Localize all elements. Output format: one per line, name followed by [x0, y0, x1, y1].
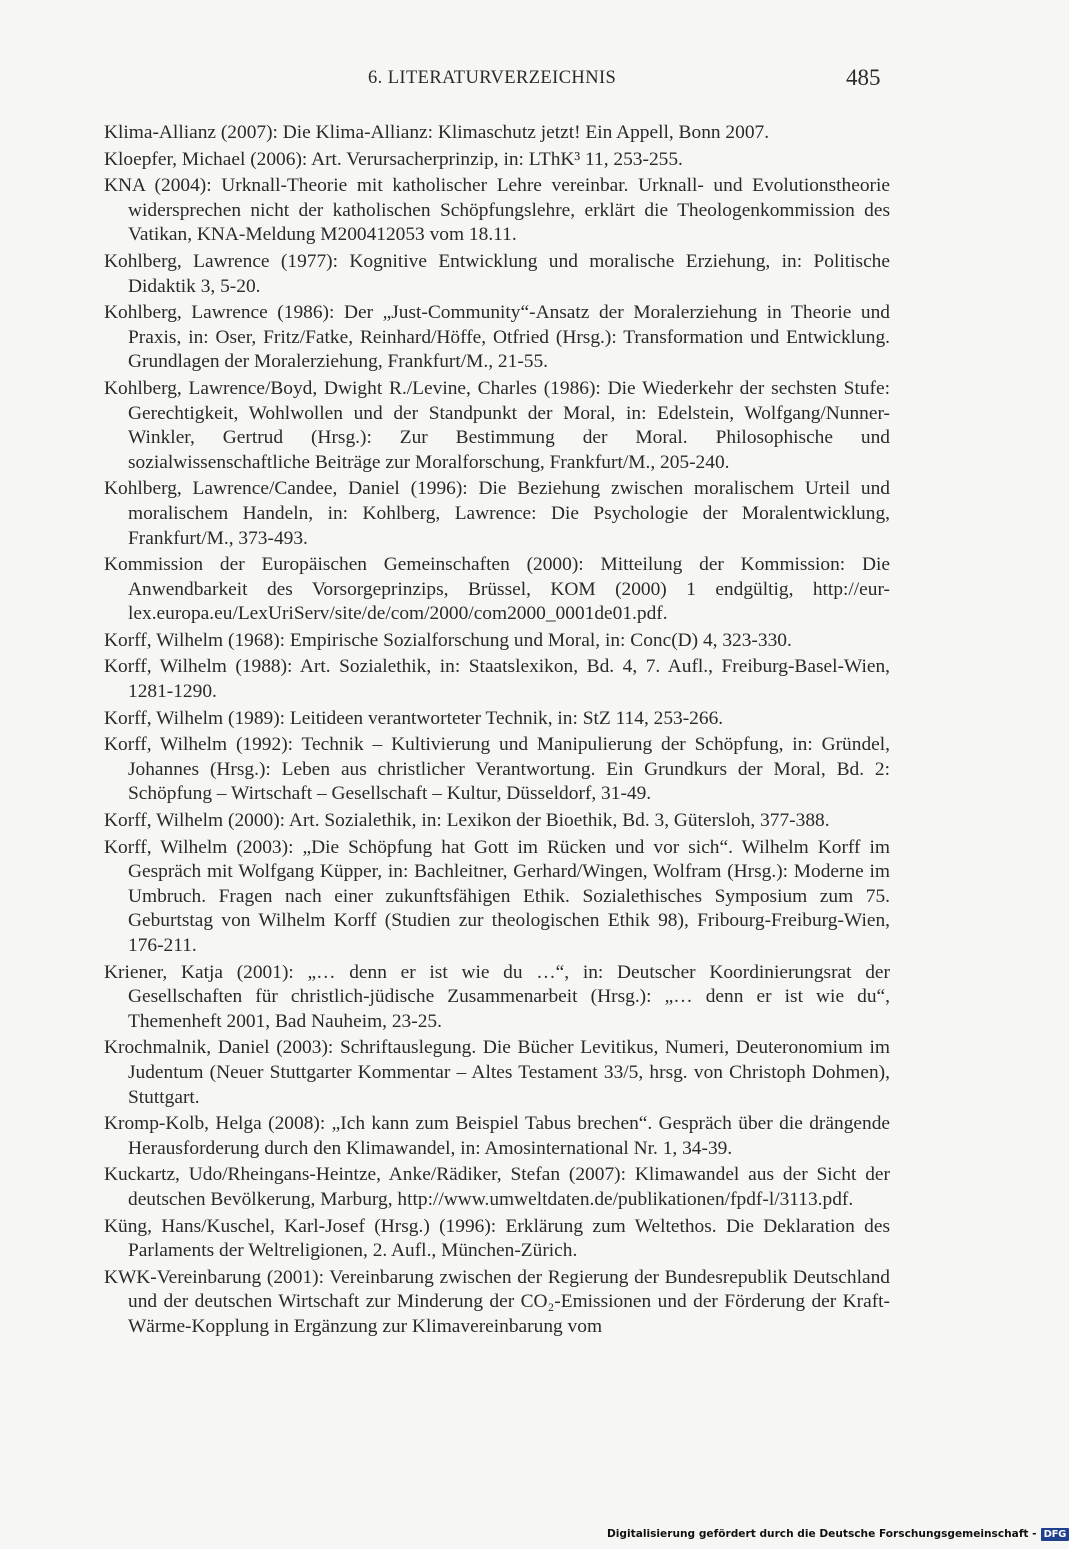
reference-entry: Kloepfer, Michael (2006): Art. Verursacherprinzip, in: LThK³ 11, 253-255.	[104, 148, 683, 170]
reference-entry: Kohlberg, Lawrence/Boyd, Dwight R./Levine, Charles (1986): Die Wiederkehr der sechsten Stufe: Gerechtigkeit, Wohlwollen und der Standpunkt der Moral, in: Edelstein, Wolfgang/Nunner-Winkler, Gertrud (Hrsg.): Zur Bestimmung der Moral. Philosophische und sozialwissenschaftliche Beiträge zur Moralforschung, Frankfurt/M., 205-240.	[104, 377, 890, 473]
reference-entry: Kohlberg, Lawrence (1977): Kognitive Entwicklung und moralische Erziehung, in: Politische Didaktik 3, 5-20.	[104, 250, 890, 297]
reference-entry: Kuckartz, Udo/Rheingans-Heintze, Anke/Rädiker, Stefan (2007): Klimawandel aus der Sicht der deutschen Bevölkerung, Marburg, http://www.umweltdaten.de/publikationen/fpdf-l/3113.pdf.	[104, 1164, 890, 1210]
reference-entry: KWK-Vereinbarung (2001): Vereinbarung zwischen der Regierung der Bundesrepublik Deutschland und der deutschen Wirtschaft zur Minderung der CO₂-Emissionen und der Förderung der Kraft-Wärme-Kopplung in Ergänzung zur Klimavereinbarung vom	[104, 1266, 890, 1337]
reference-entry: Kromp-Kolb, Helga (2008): „Ich kann zum Beispiel Tabus brechen“. Gespräch über die drängende Herausforderung durch den Klimawandel, in: Amosinternational Nr. 1, 34-39.	[104, 1113, 890, 1159]
reference-entry: Kommission der Europäischen Gemeinschaften (2000): Mitteilung der Kommission: Die Anwendbarkeit des Vorsorgeprinzips, Brüssel, KOM (2000) 1 endgültig, http://eur-lex.europa.eu/LexUriServ/site/de/com/2000/com2000_0001de01.pdf.	[104, 554, 890, 625]
reference-entry: Krochmalnik, Daniel (2003): Schriftauslegung. Die Bücher Levitikus, Numeri, Deuteronomium im Judentum (Neuer Stuttgarter Kommentar – Altes Testament 33/5, hrsg. von Christoph Dohmen), Stuttgart.	[104, 1037, 890, 1108]
reference-entry: Korff, Wilhelm (2000): Art. Sozialethik, in: Lexikon der Bioethik, Bd. 3, Gütersloh, 377-388.	[104, 810, 830, 832]
reference-entry: Korff, Wilhelm (1992): Technik – Kultivierung und Manipulierung der Schöpfung, in: Gründel, Johannes (Hrsg.): Leben aus christlicher Verantwortung. Ein Grundkurs der Moral, Bd. 2: Schöpfung – Wirtschaft – Gesellschaft – Kultur, Düsseldorf, 31-49.	[104, 734, 890, 805]
reference-entry: Kriener, Katja (2001): „… denn er ist wie du …“, in: Deutscher Koordinierungsrat der Gesellschaften für christlich-jüdische Zusammenarbeit (Hrsg.): „… denn er ist wie du“, Themenheft 2001, Bad Nauheim, 23-25.	[104, 961, 890, 1032]
reference-entry: Kohlberg, Lawrence/Candee, Daniel (1996): Die Beziehung zwischen moralischem Urteil und moralischem Handeln, in: Kohlberg, Lawrence: Die Psychologie der Moralentwicklung, Frankfurt/M., 373-493.	[104, 478, 890, 549]
reference-entry: Küng, Hans/Kuschel, Karl-Josef (Hrsg.) (1996): Erklärung zum Weltethos. Die Deklaration des Parlaments der Weltreligionen, 2. Aufl., München-Zürich.	[104, 1215, 890, 1262]
reference-entry: Korff, Wilhelm (1988): Art. Sozialethik, in: Staatslexikon, Bd. 4, 7. Aufl., Freiburg-Basel-Wien, 1281-1290.	[104, 656, 890, 703]
page-number: 485	[846, 65, 881, 90]
credit-text: Digitalisierung gefördert durch die Deutsche Forschungsgemeinschaft -	[607, 1528, 1037, 1540]
reference-entry: Korff, Wilhelm (2003): „Die Schöpfung hat Gott im Rücken und vor sich“. Wilhelm Korff im Gespräch mit Wolfgang Küpper, in: Bachleitner, Gerhard/Wingen, Wolfram (Hrsg.): Moderne im Umbruch. Fragen nach einer zukunftsfähigen Ethik. Sozialethisches Symposium zum 75. Geburtstag von Wilhelm Korff (Studien zur theologischen Ethik 98), Fribourg-Freiburg-Wien, 176-211.	[104, 836, 890, 956]
digitization-credit	[607, 1525, 1069, 1543]
reference-entry: Klima-Allianz (2007): Die Klima-Allianz: Klimaschutz jetzt! Ein Appell, Bonn 2007.	[104, 122, 770, 143]
reference-entry: KNA (2004): Urknall-Theorie mit katholischer Lehre vereinbar. Urknall- und Evolutionstheorie widersprechen nicht der katholischen Schöpfungslehre, erklärt die Theologenkommission des Vatikan, KNA-Meldung M200412053 vom 18.11.	[104, 175, 890, 246]
dfg-logo: DFG	[1041, 1528, 1069, 1541]
page-header	[0, 66, 1000, 96]
reference-entry: Korff, Wilhelm (1968): Empirische Sozialforschung und Moral, in: Conc(D) 4, 323-330.	[104, 629, 792, 651]
reference-list	[104, 121, 890, 1342]
reference-entry: Korff, Wilhelm (1989): Leitideen verantworteter Technik, in: StZ 114, 253-266.	[104, 707, 724, 729]
reference-entry: Kohlberg, Lawrence (1986): Der „Just-Community“-Ansatz der Moralerziehung in Theorie und Praxis, in: Oser, Fritz/Fatke, Reinhard/Höffe, Otfried (Hrsg.): Transformation und Entwicklung. Grundlagen der Moralerziehung, Frankfurt/M., 21-55.	[104, 302, 890, 373]
running-title: 6. LITERATURVERZEICHNIS	[368, 68, 617, 88]
